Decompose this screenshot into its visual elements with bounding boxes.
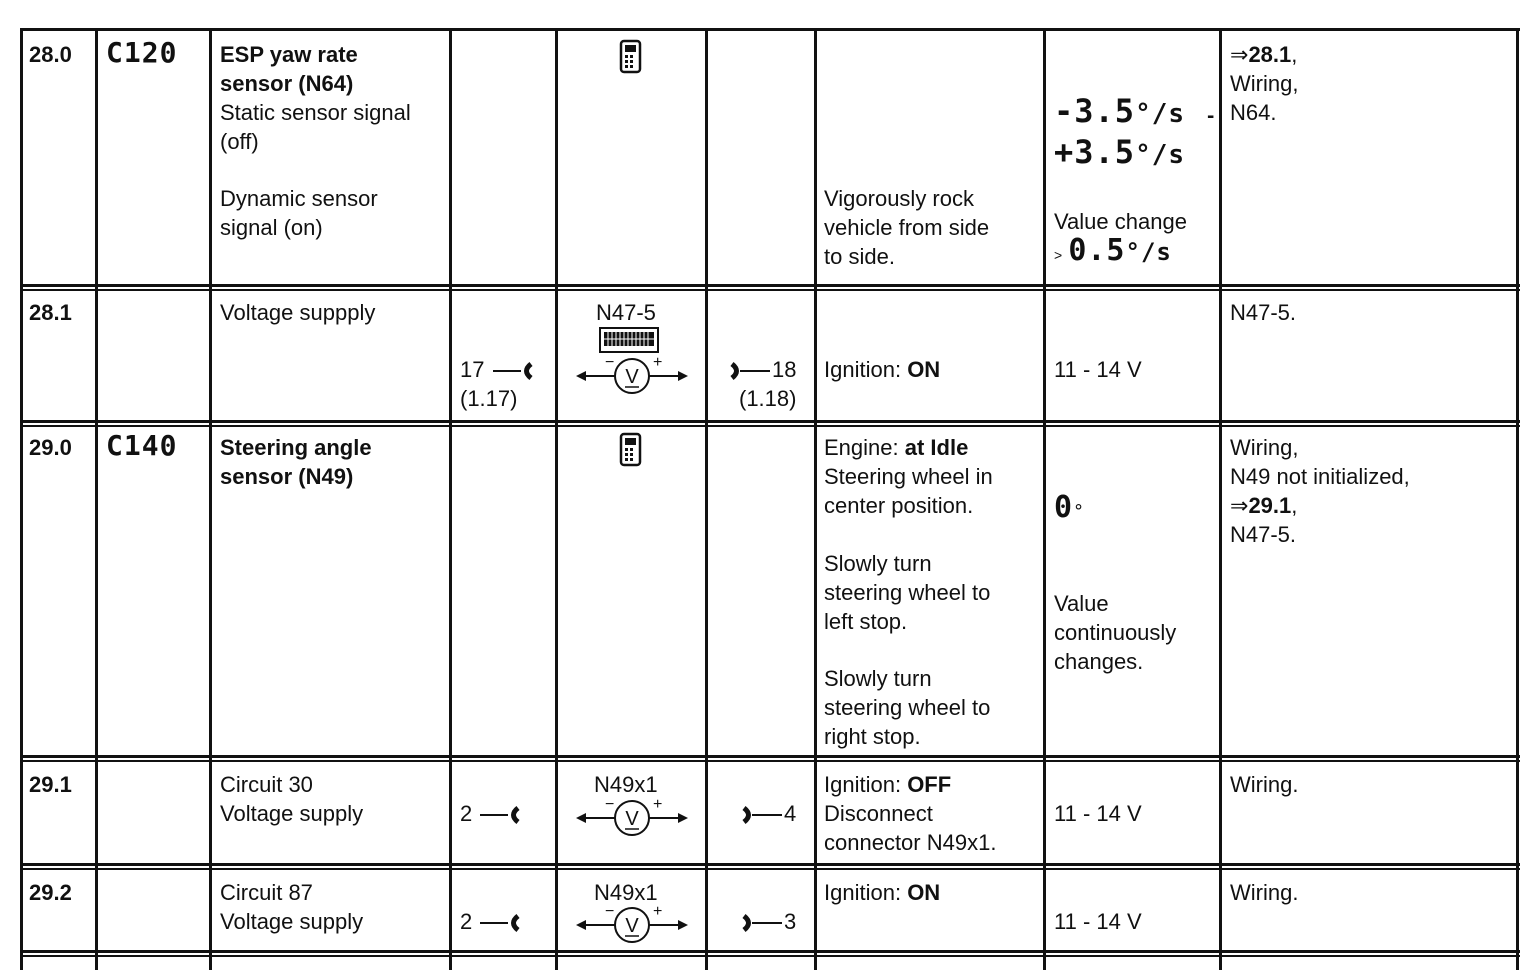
svg-text:V: V — [625, 915, 639, 937]
column-divider — [555, 28, 558, 970]
column-divider — [814, 28, 817, 970]
table-border-right — [1516, 28, 1519, 970]
connector-label: N49x1 — [594, 880, 658, 905]
nominal-value: 0° — [1054, 490, 1085, 525]
voltmeter-icon — [574, 356, 690, 396]
arrow-right-icon: ⇒ — [1230, 42, 1249, 67]
test-condition: steering wheel to — [824, 580, 991, 605]
remedy-text: Wiring, — [1230, 71, 1299, 96]
fault-code: C140 — [106, 429, 178, 462]
connector-label: N49x1 — [594, 772, 658, 797]
component-title: ESP yaw rate — [220, 42, 358, 67]
test-condition: Steering wheel in — [824, 464, 993, 489]
remedy-link[interactable]: ⇒28.1, — [1230, 42, 1298, 67]
pin-left-sub: (1.17) — [460, 386, 518, 411]
nominal-text: changes. — [1054, 649, 1144, 674]
row-divider — [20, 420, 1520, 423]
nominal-value: 11 - 14 V — [1054, 357, 1142, 382]
remedy-link[interactable]: ⇒29.1, — [1230, 493, 1298, 518]
component-text: Dynamic sensor — [220, 186, 378, 211]
row-divider — [20, 950, 1520, 953]
component-text: Voltage supply — [220, 801, 364, 826]
test-condition: vehicle from side — [824, 215, 990, 240]
remedy-text: Wiring. — [1230, 880, 1299, 905]
voltmeter-icon — [574, 905, 690, 945]
nominal-max: +3.5 — [1054, 133, 1136, 171]
diagnostic-tester-icon — [619, 40, 643, 74]
nominal-value — [1054, 93, 1217, 135]
component-title: sensor (N49) — [220, 464, 354, 489]
test-condition: connector N49x1. — [824, 830, 997, 855]
test-condition: Slowly turn — [824, 666, 932, 691]
comparison-operator: > — [1054, 247, 1063, 263]
arrow-right-icon: ⇒ — [1230, 493, 1249, 518]
component-text: Circuit 87 — [220, 880, 313, 905]
component-text: Circuit 30 — [220, 772, 313, 797]
column-divider — [449, 28, 452, 970]
column-divider — [209, 28, 212, 970]
plug-icon — [730, 361, 772, 381]
component-title: sensor (N64) — [220, 71, 354, 96]
nominal-text: continuously — [1054, 620, 1177, 645]
remedy-text: N64. — [1230, 100, 1277, 125]
nominal-unit: ° — [1073, 501, 1085, 522]
row-divider — [20, 425, 1520, 427]
plug-icon — [742, 805, 784, 825]
connector-icon — [599, 327, 661, 355]
step-number: 29.0 — [29, 435, 72, 460]
table-border-left — [20, 28, 23, 970]
socket-icon — [491, 361, 537, 381]
connector-label: N47-5 — [596, 300, 656, 325]
row-divider — [20, 760, 1520, 762]
test-condition: Vigorously rock — [824, 186, 974, 211]
step-number: 29.2 — [29, 880, 72, 905]
pin-left: 17 — [460, 355, 537, 384]
voltmeter-icon — [574, 798, 690, 838]
remedy-text: Wiring, — [1230, 435, 1299, 460]
row-divider — [20, 955, 1520, 957]
pin-right-sub: (1.18) — [739, 386, 797, 411]
nominal-min: -3.5 — [1054, 92, 1136, 130]
nominal-unit: °/s — [1135, 99, 1186, 129]
test-condition: right stop. — [824, 724, 921, 749]
svg-text:+: + — [653, 903, 663, 920]
row-divider — [20, 289, 1520, 291]
row-divider — [20, 868, 1520, 870]
row-divider — [20, 863, 1520, 866]
column-divider — [705, 28, 708, 970]
socket-icon — [478, 913, 524, 933]
nominal-label: Value change — [1054, 209, 1187, 234]
pin-right: 18 — [730, 355, 796, 384]
test-condition: to side. — [824, 244, 895, 269]
test-condition: Ignition: ON — [824, 357, 941, 382]
pin-left: 2 — [460, 799, 524, 828]
row-divider — [20, 755, 1520, 758]
diagnostic-tester-icon — [619, 433, 643, 467]
nominal-value — [1054, 134, 1185, 173]
step-number: 29.1 — [29, 772, 72, 797]
nominal-value: 11 - 14 V — [1054, 801, 1142, 826]
svg-text:+: + — [653, 796, 663, 813]
fault-code: C120 — [106, 36, 178, 69]
row-divider — [20, 284, 1520, 287]
component-text: signal (on) — [220, 215, 323, 240]
step-number: 28.0 — [29, 42, 72, 67]
plug-icon — [742, 913, 784, 933]
test-condition: Disconnect — [824, 801, 933, 826]
component-text: Voltage suppply — [220, 300, 376, 325]
test-condition: steering wheel to — [824, 695, 991, 720]
test-condition: Ignition: OFF — [824, 772, 952, 797]
svg-text:−: − — [605, 796, 615, 813]
socket-icon — [478, 805, 524, 825]
remedy-text: Wiring. — [1230, 772, 1299, 797]
nominal-value: 11 - 14 V — [1054, 909, 1142, 934]
step-number: 28.1 — [29, 300, 72, 325]
column-divider — [1219, 28, 1222, 970]
test-condition: center position. — [824, 493, 974, 518]
pin-left: 2 — [460, 907, 524, 936]
component-text: (off) — [220, 129, 259, 154]
svg-text:V: V — [625, 808, 639, 830]
nominal-value — [1054, 233, 1172, 270]
remedy-text: N47-5. — [1230, 522, 1297, 547]
pin-right: 3 — [742, 907, 796, 936]
change-value: 0.5 — [1068, 233, 1126, 268]
nominal-unit: °/s — [1125, 238, 1172, 266]
svg-text:+: + — [653, 354, 663, 371]
svg-text:−: − — [605, 903, 615, 920]
nominal-text: Value — [1054, 591, 1109, 616]
component-text: Static sensor signal — [220, 100, 411, 125]
svg-text:−: − — [605, 354, 615, 371]
test-condition: Slowly turn — [824, 551, 932, 576]
component-text: Voltage supply — [220, 909, 364, 934]
column-divider — [95, 28, 98, 970]
range-separator: - — [1205, 106, 1218, 127]
row-divider — [20, 28, 1520, 31]
nominal-unit: °/s — [1135, 140, 1186, 170]
component-title: Steering angle — [220, 435, 372, 460]
column-divider — [1043, 28, 1046, 970]
pin-right: 4 — [742, 799, 796, 828]
remedy-text: N49 not initialized, — [1230, 464, 1410, 489]
test-condition: left stop. — [824, 609, 908, 634]
svg-text:V: V — [625, 366, 639, 388]
remedy-text: N47-5. — [1230, 300, 1297, 325]
test-condition: Engine: at Idle — [824, 435, 969, 460]
test-condition: Ignition: ON — [824, 880, 941, 905]
